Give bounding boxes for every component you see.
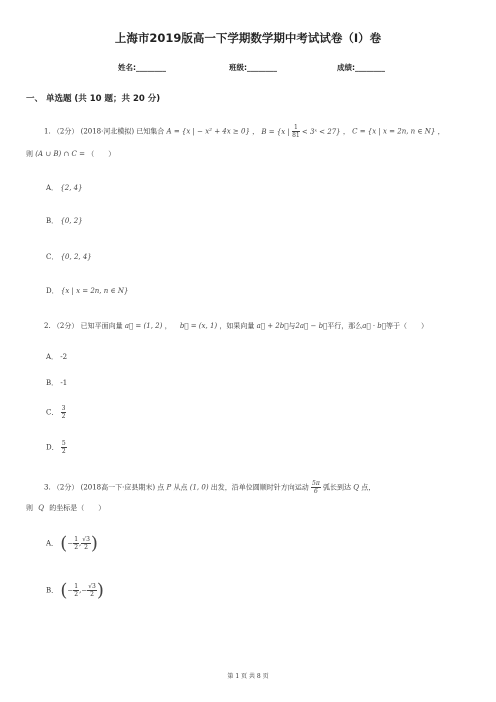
section-heading: 一、 单选题 (共 10 题；共 20 分) [26,94,161,104]
question-2: 2. （2分） 已知平面向量 a⃗ = (1, 2) ， b⃗ = (x, 1) ，如果向量 a⃗ + 2b⃗与2a⃗ − b⃗平行，那么a⃗ · b⃗等于（ ） [44,322,428,330]
dot-product: a⃗ · b⃗ [362,322,386,330]
q2-option-d: D． $\frac{5}{2}$ [46,440,66,455]
question-1-line-2: 则 (A ∪ B) ∩ C = （ ） [26,150,116,158]
question-1: 1. （2分） (2018·河北模拟) 已知集合 A = {x | − x² + 4x ≥ 0} ， B = {x | $\frac{1}{81}$ < 3ˣ < 27} ， C = {x | x = 2n, n ∈ N} ， [44,124,445,139]
class-field-label: 班级:________ [229,63,277,72]
set-b-expression: B = {x | $\frac{1}{81}$ < 3ˣ < 27} [261,124,341,139]
q1-option-a: A． {2, 4} [46,184,83,192]
score-field-label: 成绩:________ [337,63,385,72]
q2-option-c: C． $\frac{3}{2}$ [46,405,66,420]
set-c-expression: C = {x | x = 2n, n ∈ N} [352,127,436,136]
vector-b: b⃗ = (x, 1) [179,322,218,330]
q1-option-b: B． {0, 2} [46,217,83,225]
point-p: P [166,483,172,492]
arc-length: $\frac{5\pi}{6}$ [312,480,320,495]
point-q: Q [353,483,360,492]
question-3: 3. （2分） (2018高一下·应县期末) 点 P 从点 (1, 0) 出发，沿单位圆顺时针方向运动 $\frac{5\pi}{6}$ 弧长到达 Q 点， [44,480,376,495]
page-footer: 第 1 页 共 8 页 [227,673,269,680]
name-field-label: 姓名:________ [118,63,166,72]
start-point: (1, 0) [189,483,209,492]
vector-diff: 2a⃗ − b⃗ [295,322,328,330]
q2-option-a: A． -2 [46,353,68,361]
page-title: 上海市2019版高一下学期数学期中考试试卷（I）卷 [114,31,382,45]
question-1-prefix: 1. （2分） (2018·河北模拟) 已知集合 [44,127,165,136]
question-1-expression: (A ∪ B) ∩ C = [35,150,85,158]
q3-option-b: B． (− $\frac{1}{2}$ ,− $\frac{√3}{2}$ ) [46,580,104,601]
q1-option-c: C． {0, 2, 4} [46,253,92,261]
set-a-expression: A = {x | − x² + 4x ≥ 0} [166,127,250,136]
question-1-blank: （ ） [87,150,116,158]
q3-option-a: A． (− $\frac{1}{2}$ , $\frac{√3}{2}$ ) [46,533,98,554]
question-3-line-2: 则 Q 的坐标是（ ） [26,504,106,512]
vector-a: a⃗ = (1, 2) [124,322,163,330]
q1-option-d: D． {x | x = 2n, n ∈ N} [46,287,129,295]
question-3-prefix: 3. （2分） (2018高一下·应县期末) 点 [44,483,165,492]
question-2-prefix: 2. （2分） 已知平面向量 [44,322,123,330]
vector-sum: a⃗ + 2b⃗ [256,322,289,330]
q2-option-b: B． -1 [46,379,68,387]
